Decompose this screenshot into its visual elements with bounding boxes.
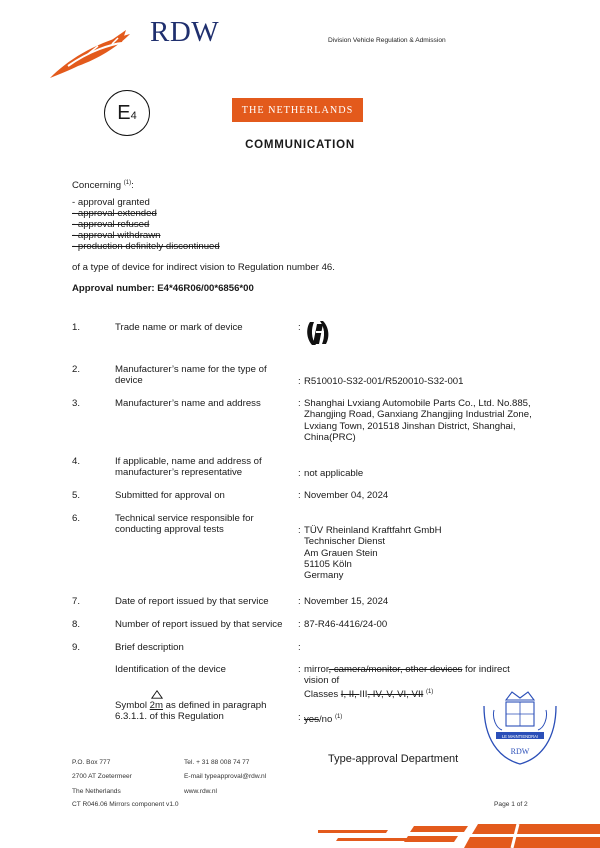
concerning-label: [72, 180, 134, 191]
item-colon: :: [298, 490, 301, 501]
item-colon: :: [298, 596, 301, 607]
country-banner: THE NETHERLANDS: [232, 98, 363, 122]
e-mark-number: 4: [130, 110, 137, 122]
service-name: TÜV Rheinland Kraftfahrt GmbH: [304, 525, 442, 536]
stamp-bottom-text: RDW: [510, 747, 530, 756]
service-postcode-city: 51105 Köln: [304, 558, 352, 570]
footnote-marker: (1): [123, 180, 132, 186]
item-label-representative: If applicable, name and address of manufacturer’s representative: [115, 456, 262, 479]
regulation-line: of a type of device for indirect vision to Regulation number 46.: [72, 262, 335, 273]
department-name: Type-approval Department: [328, 753, 459, 765]
item-value-report-number: 87-R46-4416/24-00: [304, 619, 388, 630]
option-approval-refused: - approval refused: [72, 219, 150, 230]
triangle-icon: [151, 690, 163, 699]
classes-struck: I, II,: [340, 688, 360, 700]
item-number: 7.: [72, 596, 81, 607]
item-label-submitted-on: Submitted for approval on: [115, 490, 225, 501]
service-country: Germany: [304, 570, 344, 582]
item-colon: :: [298, 712, 301, 723]
concerning-label-text: Concerning: [72, 180, 122, 192]
device-rest: for indirect vision of: [304, 664, 510, 687]
brand-name: RDW: [150, 16, 220, 48]
item-colon: :: [298, 376, 301, 387]
option-approval-extended: - approval extended: [72, 208, 157, 219]
item-number: 8.: [72, 619, 81, 630]
stamp-ring-text: LE MAINTIENDRAI: [501, 733, 539, 739]
device-struck: , camera/monitor, other devices: [328, 664, 463, 675]
item-label-report-date: Date of report issued by that service: [115, 596, 269, 607]
footer-web[interactable]: www.rdw.nl: [184, 787, 217, 795]
item-colon: :: [298, 322, 301, 333]
symbol-label-prefix: Symbol: [115, 700, 150, 711]
item-label-symbol: [115, 700, 283, 723]
item-label-brief-description: Brief description: [115, 642, 184, 653]
device-kept: mirror: [304, 664, 329, 675]
footer-po-box: P.O. Box 777: [72, 759, 111, 766]
item-label-technical-service: Technical service responsible for conducting approval tests: [115, 513, 254, 536]
e-approval-mark: [104, 90, 150, 136]
option-approval-withdrawn: - approval withdrawn: [72, 230, 161, 241]
symbol-yes-struck: yes: [304, 714, 319, 726]
rdw-feather-logo: [48, 22, 148, 82]
option-production-discontinued: - production definitely discontinued: [72, 241, 220, 252]
item-value-type-name: R510010-S32-001/R520010-S32-001: [304, 376, 464, 387]
footer-address: [72, 756, 132, 799]
item-colon: :: [298, 664, 301, 675]
item-colon: :: [298, 525, 301, 536]
item-value-report-date: November 15, 2024: [304, 596, 389, 607]
division-name: Division Vehicle Regulation & Admission: [328, 37, 446, 44]
footer-stripes-decoration: [318, 822, 600, 848]
footer-email[interactable]: E-mail typeapproval@rdw.nl: [184, 773, 267, 781]
footer-tel: Tel. + 31 88 008 74 77: [184, 759, 250, 766]
item-value-submitted-on: November 04, 2024: [304, 490, 389, 501]
item-number: 6.: [72, 513, 81, 524]
footer-contact: [184, 756, 266, 799]
service-street: Am Grauen Stein: [304, 547, 378, 559]
classes-struck-2: , IV, V, VI, VII: [367, 688, 424, 700]
symbol-label-rest: as defined in paragraph: [162, 700, 267, 711]
item-colon: :: [298, 619, 301, 630]
classes-prefix: Classes: [304, 688, 341, 700]
document-id: CT R046.06 Mirrors component v1.0: [72, 801, 179, 808]
item-value-technical-service: [304, 525, 534, 581]
item-label-report-number: Number of report issued by that service: [115, 619, 283, 630]
footnote-marker: (1): [425, 688, 434, 695]
item-number: 4.: [72, 456, 81, 467]
classes-kept: III: [359, 688, 368, 700]
footer-city: 2700 AT Zoetermeer: [72, 773, 132, 781]
item-value-manufacturer-address: Shanghai Lvxiang Automobile Parts Co., Ltd. No.885, Zhangjing Road, Ganxiang Zhangjing Industrial Zone, Lvxiang Town, 201518 Jinshan District, Shanghai, China(PRC): [304, 398, 532, 443]
symbol-label-line2: 6.3.1.1. of this Regulation: [115, 711, 224, 723]
item-colon: :: [298, 642, 301, 653]
item-number: 9.: [72, 642, 81, 653]
e-mark-letter: E: [117, 101, 131, 124]
item-colon: :: [298, 468, 301, 479]
item-label-trade-name: Trade name or mark of device: [115, 322, 243, 333]
item-number: 3.: [72, 398, 81, 409]
service-department: Technischer Dienst: [304, 536, 386, 548]
symbol-2m: [150, 700, 163, 711]
footer-country: The Netherlands: [72, 787, 121, 795]
approval-number: Approval number: E4*46R06/00*6856*00: [72, 283, 254, 294]
item-label-manufacturer-address: Manufacturer’s name and address: [115, 398, 261, 409]
page-title: COMMUNICATION: [245, 139, 355, 151]
item-number: 2.: [72, 364, 81, 375]
symbol-text: 2m: [149, 700, 163, 711]
item-label-identification: Identification of the device: [115, 664, 226, 675]
option-approval-granted: - approval granted: [72, 197, 150, 208]
item-label-manufacturer-type-name: Manufacturer’s name for the type of device: [115, 364, 267, 387]
item-number: 1.: [72, 322, 81, 333]
footnote-marker: (1): [334, 714, 343, 720]
trade-mark-logo: [304, 318, 334, 348]
concerning-colon: :: [131, 180, 134, 192]
official-stamp: [478, 688, 562, 768]
page-number: Page 1 of 2: [494, 801, 528, 808]
item-number: 5.: [72, 490, 81, 501]
symbol-no: /no: [318, 714, 333, 726]
item-colon: :: [298, 398, 301, 409]
item-value-representative: not applicable: [304, 468, 364, 479]
